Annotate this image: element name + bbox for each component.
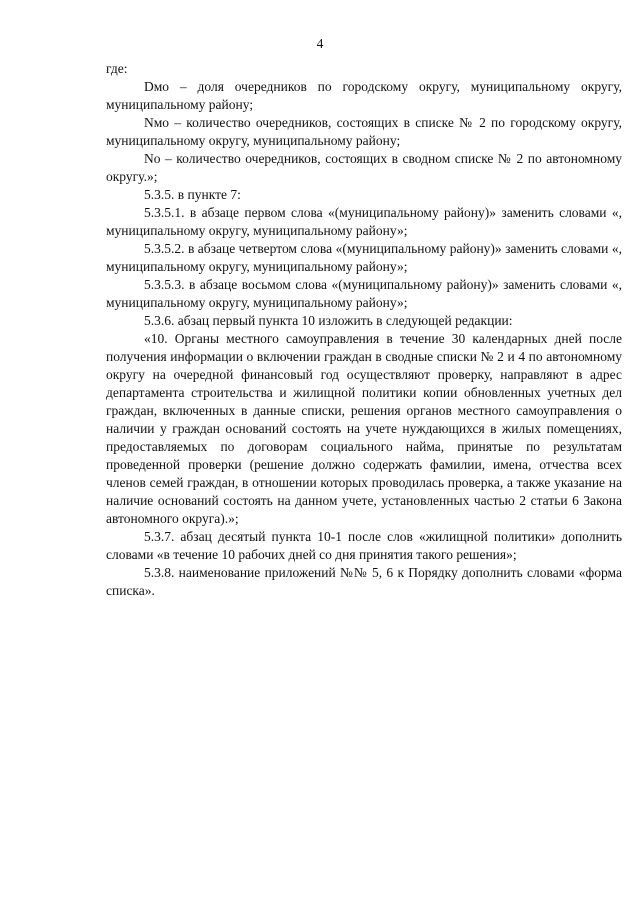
paragraph-5-3-5-3: 5.3.5.3. в абзаце восьмом слова «(муниципальному району)» заменить словами «, муниципальному округу, муниципальному району»; [106,277,622,310]
paragraph-where: где: [106,61,128,76]
paragraph-item-10-text: «10. Органы местного самоуправления в течение 30 календарных дней после получения информации о включении граждан в сводные списки № 2 и 4 по автономному округу на очередной финансовый год осуществляют проверку, направляют в адрес департамента строительства и жилищной политики копии обновленных учетных дел граждан, включенных в данные списки, решения органов местного самоуправления о наличии у граждан оснований состоять на учете нуждающихся в жилых помещениях, предоставляемых по договорам социального найма, принятые по результатам проведенной проверки (решение должно содержать фамилии, имена, отчества всех членов семей граждан, в отношении которых проводилась проверка, а также указание на наличие оснований состоять на данном учете, установленных частью 2 статьи 6 Закона автономного округа).»; [106,331,622,526]
paragraph-no-definition: Nо – количество очередников, состоящих в сводном списке № 2 по автономному округу.»; [106,151,622,184]
paragraph-5-3-6: 5.3.6. абзац первый пункта 10 изложить в следующей редакции: [144,313,513,328]
paragraph-5-3-8: 5.3.8. наименование приложений №№ 5, 6 к Порядку дополнить словами «форма списка». [106,565,622,598]
paragraph-5-3-5-2: 5.3.5.2. в абзаце четвертом слова «(муниципальному району)» заменить словами «, муниципальному округу, муниципальному району»; [106,241,622,274]
paragraph-5-3-7: 5.3.7. абзац десятый пункта 10-1 после слов «жилищной политики» дополнить словами «в течение 10 рабочих дней со дня принятия такого решения»; [106,529,622,562]
paragraph-dmo-definition: Dмо – доля очередников по городскому округу, муниципальному округу, муниципальному району; [106,79,622,112]
document-body [106,60,622,600]
paragraph-nmo-definition: Nмо – количество очередников, состоящих в списке № 2 по городскому округу, муниципальному округу, муниципальному району; [106,115,622,148]
paragraph-5-3-5: 5.3.5. в пункте 7: [144,187,241,202]
page-number: 4 [316,36,324,51]
paragraph-5-3-5-1: 5.3.5.1. в абзаце первом слова «(муниципальному району)» заменить словами «, муниципальному округу, муниципальному району»; [106,205,622,238]
